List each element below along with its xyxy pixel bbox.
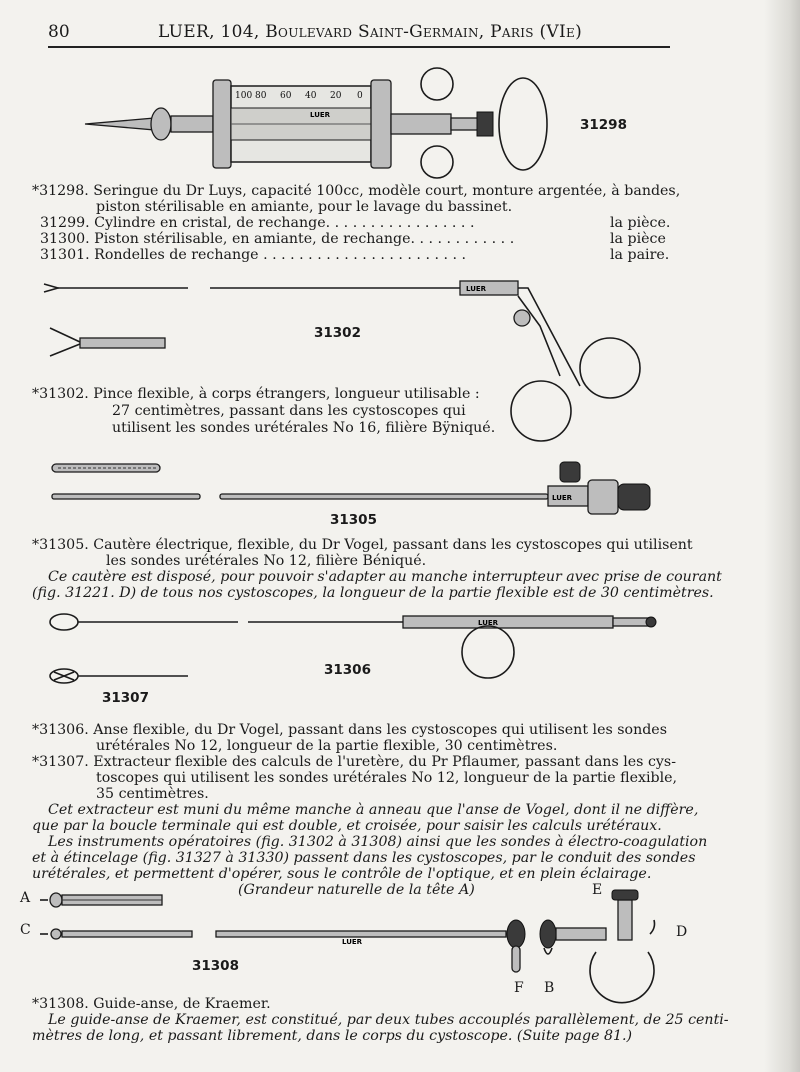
note-extracteur-line2: que par la boucle terminale qui est double, et croisée, pour saisir les calculs urétéraux. <box>32 818 662 834</box>
header-rule <box>48 46 670 48</box>
anse-brand-mark: LUER <box>478 619 499 627</box>
page-gutter-shadow <box>764 0 800 1072</box>
figure-letter-c: C <box>20 922 31 938</box>
entry-31307-line2: toscopes qui utilisent les sondes urétérales No 12, longueur de la partie flexible, <box>96 770 678 786</box>
scale-mark: 0 <box>357 91 363 101</box>
cautere-brand-mark: LUER <box>552 494 573 502</box>
guide-anse-illustration <box>36 886 666 996</box>
syringe-illustration <box>85 62 555 182</box>
pince-brand-mark: LUER <box>466 285 487 293</box>
entry-31298-line1: *31298. Seringue du Dr Luys, capacité 100cc, modèle court, monture argentée, à bandes, <box>32 183 681 199</box>
cautere-illustration <box>48 458 658 518</box>
figure-label-31308: 31308 <box>192 958 239 974</box>
entry-31301: 31301. Rondelles de rechange . . . . . . . . . . . . . . . . . . . . . . . <box>40 247 467 263</box>
entry-31300-unit: la pièce <box>610 231 666 247</box>
entry-31306-line1: *31306. Anse flexible, du Dr Vogel, passant dans les cystoscopes qui utilisent les sondes <box>32 722 667 738</box>
figure-letter-f: F <box>514 980 524 996</box>
entry-31308-note2: mètres de long, et passant librement, dans le corps du cystoscope. (Suite page 81.) <box>32 1028 633 1044</box>
note-instruments-line2: et à étincelage (fig. 31327 à 31330) passent dans les cystoscopes, par le conduit des sondes <box>32 850 696 866</box>
anse-illustration <box>48 608 658 698</box>
figure-label-31307: 31307 <box>102 690 149 706</box>
figure-letter-b: B <box>544 980 555 996</box>
entry-31298-line2: piston stérilisable en amiante, pour le lavage du bassinet. <box>96 199 513 215</box>
figure-label-31302: 31302 <box>314 325 361 341</box>
scale-mark: 40 <box>305 91 317 101</box>
entry-31307-line1: *31307. Extracteur flexible des calculs de l'uretère, du Pr Pflaumer, passant dans les cys- <box>32 754 676 770</box>
entry-31305-line1: *31305. Cautère électrique, flexible, du Dr Vogel, passant dans les cystoscopes qui utilisent <box>32 537 693 553</box>
note-instruments-line1: Les instruments opératoires (fig. 31302 à 31308) ainsi que les sondes à électro-coagulation <box>48 834 708 850</box>
note-instruments-line3: urétérales, et permettent d'opérer, sous le contrôle de l'optique, et en plein éclairage. <box>32 866 652 882</box>
entry-31306-line2: urétérales No 12, longueur de la partie flexible, 30 centimètres. <box>96 738 558 754</box>
entry-31308: *31308. Guide-anse, de Kraemer. <box>32 996 271 1012</box>
scale-mark: 60 <box>280 91 292 101</box>
scale-mark: 20 <box>330 91 342 101</box>
entry-31302-line1: *31302. Pince flexible, à corps étrangers, longueur utilisable : <box>32 386 480 402</box>
page-number: 80 <box>48 22 70 42</box>
entry-31305-note2: (fig. 31221. D) de tous nos cystoscopes, la longueur de la partie flexible est de 30 centimètres. <box>32 585 714 601</box>
figure-label-31306: 31306 <box>324 662 371 678</box>
figure-label-31305: 31305 <box>330 512 377 528</box>
page-header-title: LUER, 104, Boulevard Saint-Germain, Paris (VIe) <box>158 22 583 42</box>
entry-31307-line3: 35 centimètres. <box>96 786 209 802</box>
figure-letter-e: E <box>592 882 603 898</box>
guide-anse-brand-mark: LUER <box>342 938 363 946</box>
figure-letter-d: D <box>676 924 688 940</box>
scale-mark: 100 <box>235 91 253 101</box>
entry-31308-note1: Le guide-anse de Kraemer, est constitué, par deux tubes accouplés parallèlement, de 25 centi- <box>48 1012 729 1028</box>
entry-31302-line3: utilisent les sondes urétérales No 16, filière Bÿniqué. <box>112 420 496 436</box>
scale-mark: 80 <box>255 91 267 101</box>
syringe-brand-mark: LUER <box>310 111 331 119</box>
entry-31305-note1: Ce cautère est disposé, pour pouvoir s'adapter au manche interrupteur avec prise de courant <box>48 569 722 585</box>
figure-letter-a: A <box>20 890 31 906</box>
entry-31299-unit: la pièce. <box>610 215 671 231</box>
entry-31300: 31300. Piston stérilisable, en amiante, de rechange. . . . . . . . . . . . <box>40 231 515 247</box>
figure-31308-caption: (Grandeur naturelle de la tête A) <box>238 882 475 898</box>
note-extracteur-line1: Cet extracteur est muni du même manche à anneau que l'anse de Vogel, dont il ne diffère, <box>48 802 699 818</box>
entry-31305-line2: les sondes urétérales No 12, filière Béniqué. <box>106 553 427 569</box>
entry-31301-unit: la paire. <box>610 247 670 263</box>
entry-31302-line2: 27 centimètres, passant dans les cystoscopes qui <box>112 403 466 419</box>
entry-31299: 31299. Cylindre en cristal, de rechange. . . . . . . . . . . . . . . . . <box>40 215 475 231</box>
figure-label-31298: 31298 <box>580 117 627 133</box>
